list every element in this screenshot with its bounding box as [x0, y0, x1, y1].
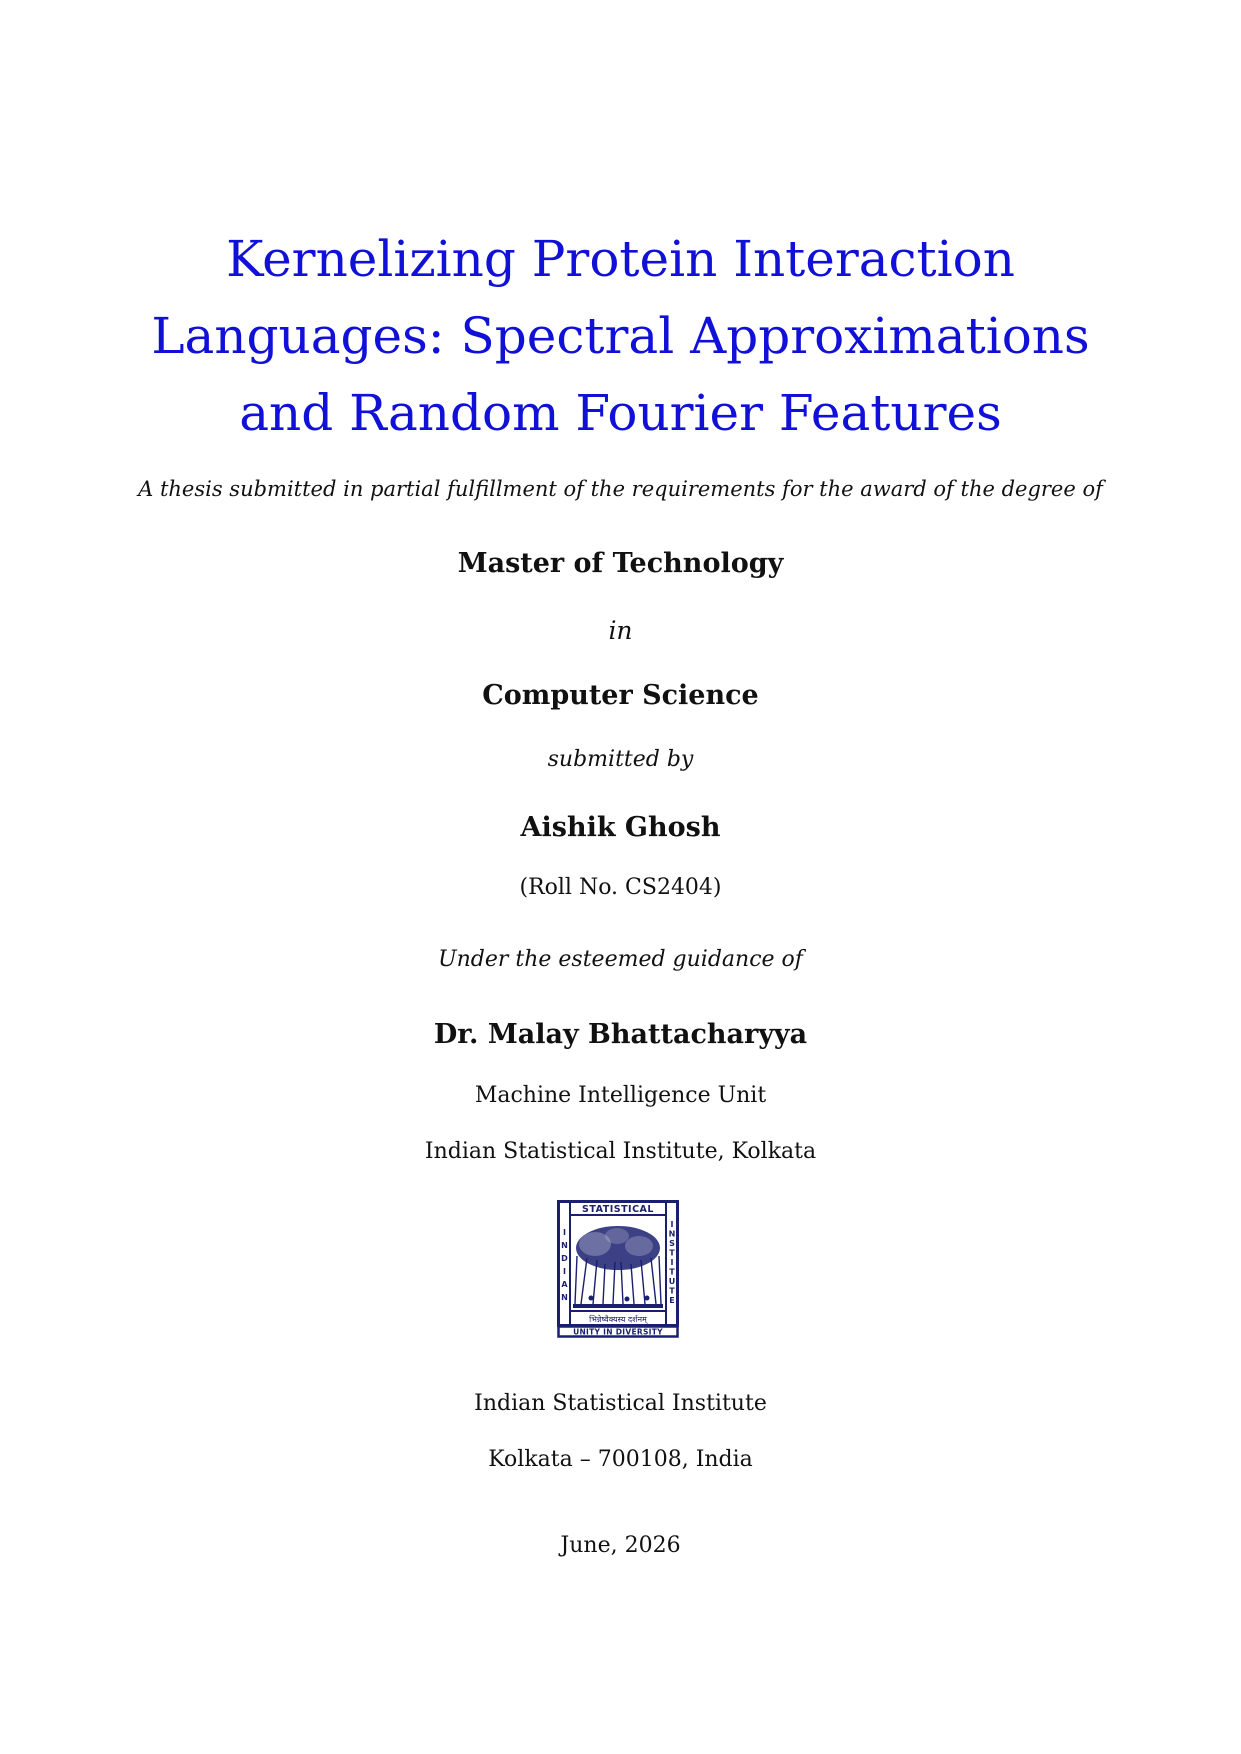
footer-address: Kolkata – 700108, India: [488, 1447, 753, 1472]
logo-motto: UNITY IN DIVERSITY: [573, 1327, 663, 1337]
degree-name: Master of Technology: [457, 548, 784, 579]
in-word: in: [608, 616, 633, 645]
footer-institute: Indian Statistical Institute: [474, 1391, 767, 1416]
logo-motto-hindi: भिन्नेष्वैक्यस्य दर्शनम्: [589, 1315, 647, 1324]
logo-right-text: INSTITUTE: [667, 1220, 677, 1306]
thesis-title-line-3: and Random Fourier Features: [239, 384, 1002, 442]
author-name: Aishik Ghosh: [520, 812, 721, 843]
submission-note: A thesis submitted in partial fulfillment of the requirements for the award of the degree of: [138, 477, 1103, 501]
submitted-by-label: submitted by: [547, 747, 694, 772]
thesis-title-line-2: Languages: Spectral Approximations: [151, 307, 1090, 365]
submission-date: June, 2026: [560, 1533, 681, 1558]
roll-number: (Roll No. CS2404): [519, 875, 722, 900]
supervisor-institute: Indian Statistical Institute, Kolkata: [424, 1139, 817, 1164]
field-name: Computer Science: [482, 680, 759, 711]
thesis-title-line-1: Kernelizing Protein Interaction: [226, 230, 1015, 288]
supervisor-unit: Machine Intelligence Unit: [474, 1083, 767, 1108]
supervisor-name: Dr. Malay Bhattacharyya: [433, 1019, 808, 1050]
institute-logo: [557, 1200, 679, 1338]
guidance-note: Under the esteemed guidance of: [438, 947, 803, 972]
logo-left-text: INDIAN: [560, 1228, 569, 1306]
banyan-tree-icon: [573, 1226, 663, 1308]
logo-top-text: STATISTICAL: [582, 1204, 654, 1215]
